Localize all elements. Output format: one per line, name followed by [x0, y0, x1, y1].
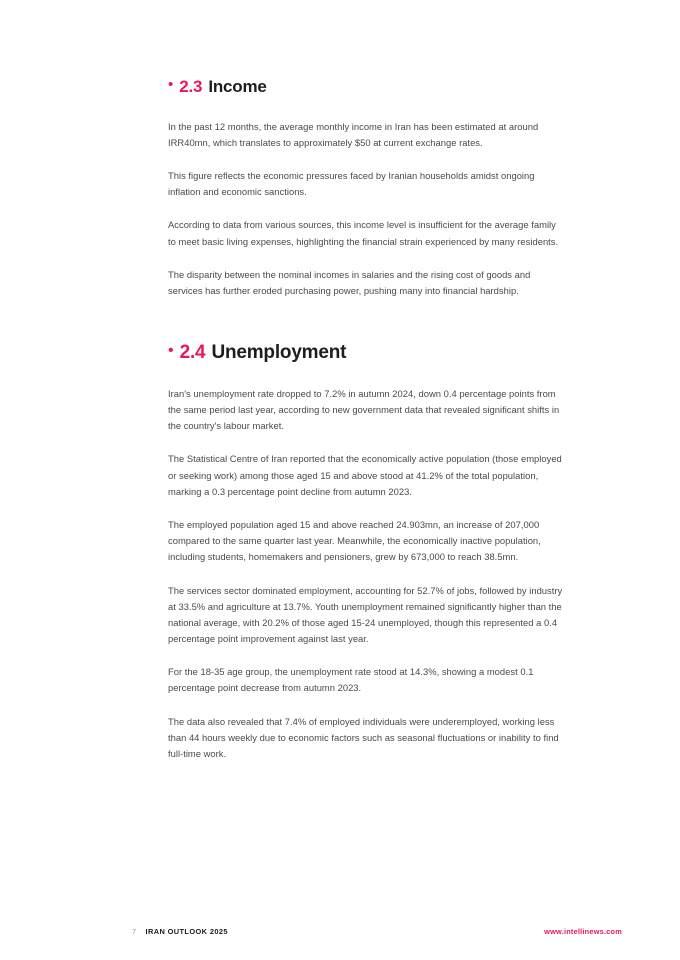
- document-content: [168, 78, 564, 762]
- section-number: 2.3: [179, 77, 203, 96]
- bullet-icon: •: [168, 76, 174, 93]
- page-number: 7: [132, 927, 137, 936]
- section-income: [168, 78, 564, 299]
- footer-left-group: [132, 927, 228, 936]
- section-unemployment-heading: [168, 343, 564, 364]
- section-number: 2.4: [179, 342, 206, 364]
- paragraph: The data also revealed that 7.4% of employed individuals were underemployed, working less than 44 hours weekly due to economic factors such as seasonal fluctuations or inability to find full-time work.: [168, 715, 559, 759]
- bullet-icon: •: [168, 342, 174, 360]
- paragraph: This figure reflects the economic pressures faced by Iranian households amidst ongoing inflation and economic sanctions.: [168, 170, 535, 198]
- paragraph: According to data from various sources, this income level is insufficient for the average family to meet basic living expenses, highlighting the financial strain experienced by many residents.: [168, 219, 559, 247]
- paragraph: In the past 12 months, the average monthly income in Iran has been estimated at around IRR40mn, which translates to approximately $50 at current exchange rates.: [168, 120, 539, 148]
- paragraph: Iran's unemployment rate dropped to 7.2% in autumn 2024, down 0.4 percentage points from the same period last year, according to new government data that revealed significant shifts in the country's labour market.: [168, 387, 560, 432]
- paragraph: The disparity between the nominal incomes in salaries and the rising cost of goods and services has further eroded purchasing power, pushing many into financial hardship.: [168, 268, 531, 296]
- footer-document-title: IRAN OUTLOOK 2025: [145, 927, 228, 936]
- paragraph: For the 18-35 age group, the unemployment rate stood at 14.3%, showing a modest 0.1 percentage point decrease from autumn 2023.: [168, 666, 534, 694]
- section-unemployment: [168, 343, 564, 762]
- section-income-heading: [168, 78, 564, 97]
- section-spacer: [168, 299, 564, 343]
- paragraph: The Statistical Centre of Iran reported that the economically active population (those employed or seeking work) among those aged 15 and above stood at 41.2% of the total population, marking a 0.3 percentage point decline from autumn 2023.: [168, 453, 562, 497]
- paragraph: The employed population aged 15 and above reached 24.903mn, an increase of 207,000 compared to the same quarter last year. Meanwhile, the economically inactive population, including students, homemakers and pensioners, grew by 673,000 to reach 38.5mn.: [168, 518, 541, 563]
- footer-website-link[interactable]: www.intellinews.com: [544, 927, 622, 936]
- page-title: Income: [208, 77, 267, 96]
- page-footer: [132, 927, 622, 936]
- section-title: Unemployment: [211, 342, 347, 364]
- paragraph: The services sector dominated employment, accounting for 52.7% of jobs, followed by industry at 33.5% and agriculture at 13.7%. Youth unemployment remained significantly higher than the national average, with 20.2% of those aged 15-24 unemployed, though this represented a 0.4 percentage point improvement against last year.: [168, 584, 563, 645]
